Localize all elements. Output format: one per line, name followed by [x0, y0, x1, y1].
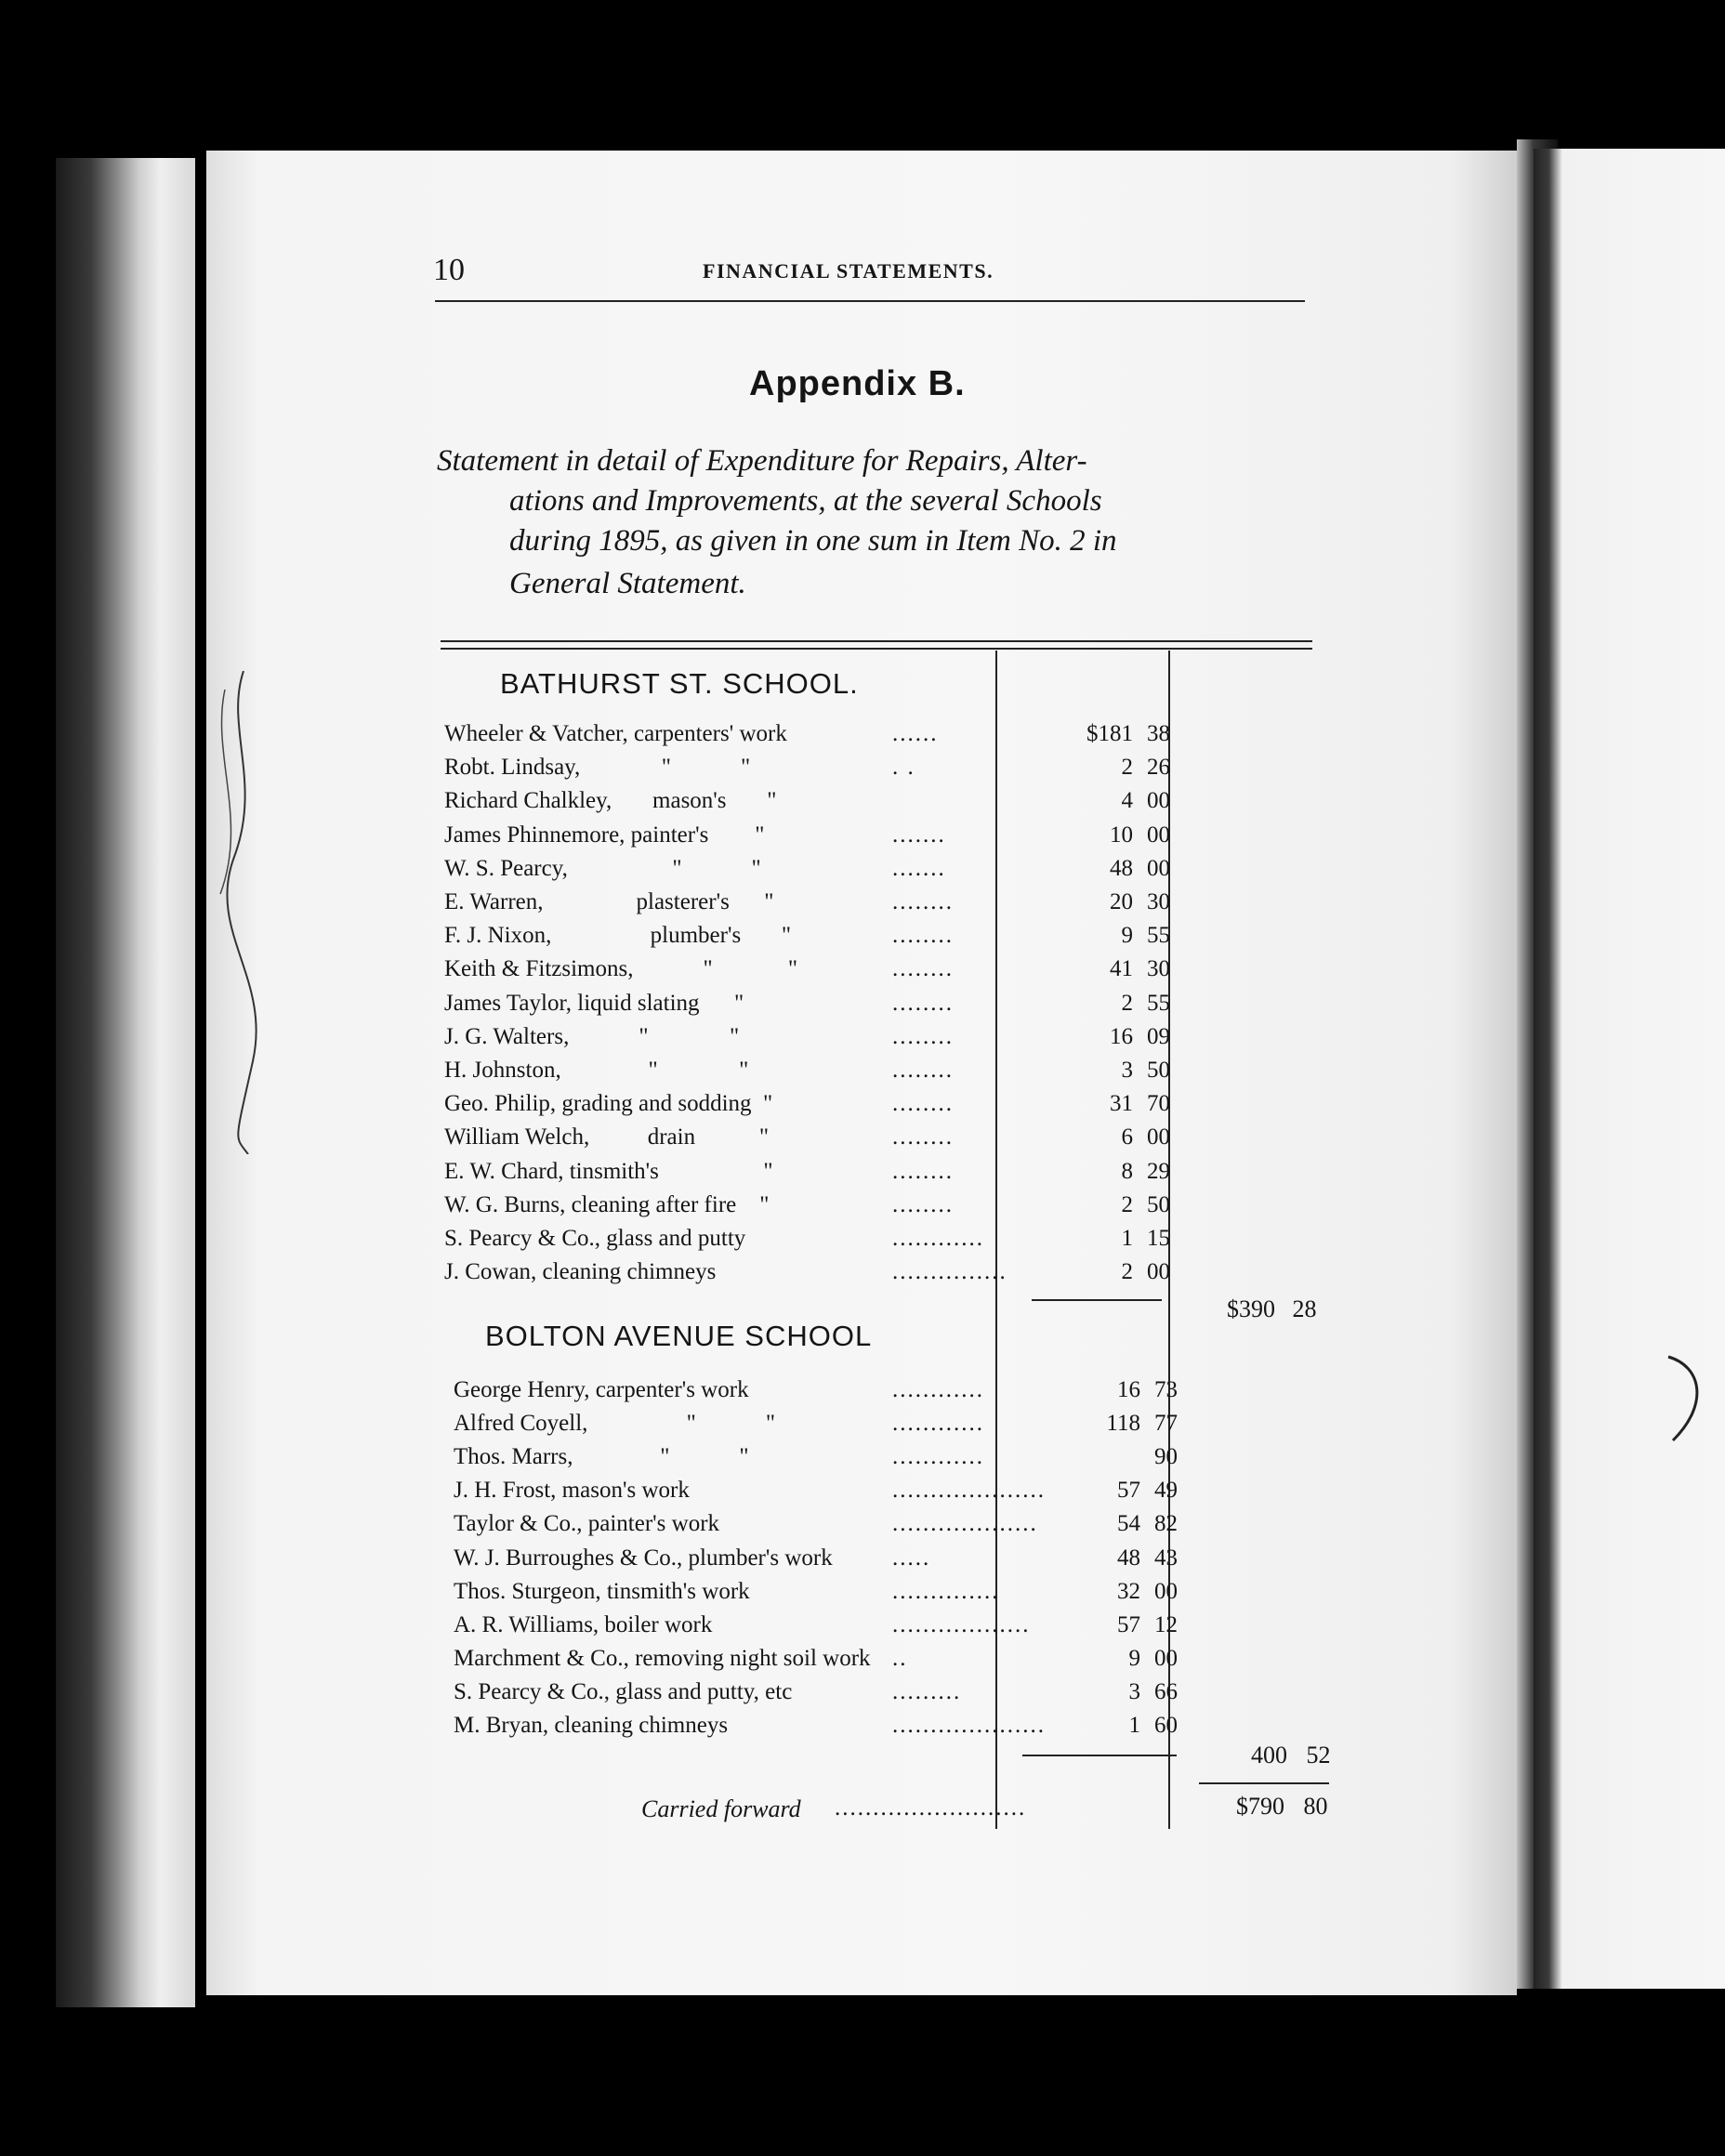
dot-leader: ....................	[892, 1478, 1046, 1504]
amount-dollars: 54	[1117, 1511, 1140, 1537]
payee-description: Robt. Lindsay, " "	[444, 755, 751, 781]
section-total	[1227, 1295, 1317, 1323]
amount-cents: 00	[1154, 1578, 1178, 1604]
amount-cents: 60	[1154, 1713, 1178, 1738]
table-row	[444, 1124, 1188, 1156]
dot-leader: .........	[892, 1678, 962, 1704]
amount-dollars: 118	[1106, 1411, 1140, 1437]
amount-cents: 49	[1154, 1478, 1178, 1504]
amount-cents: 09	[1147, 1023, 1170, 1049]
amount-cents: 70	[1147, 1091, 1170, 1117]
table-row	[454, 1679, 1197, 1711]
dot-leader: ............	[892, 1444, 984, 1470]
amount-cents: 90	[1154, 1444, 1178, 1470]
dot-leader: ........	[892, 1124, 954, 1150]
table-row	[444, 788, 1188, 820]
payee-description: Thos. Marrs, " "	[454, 1444, 749, 1470]
payee-description: W. S. Pearcy, " "	[444, 855, 761, 881]
section-heading: BATHURST ST. SCHOOL.	[500, 667, 859, 700]
appendix-title: Appendix B.	[749, 364, 966, 403]
carried-forward-label: Carried forward	[641, 1795, 801, 1822]
payee-description: S. Pearcy & Co., glass and putty	[444, 1226, 746, 1251]
amount-dollars: 57	[1117, 1611, 1140, 1637]
intro-line: during 1895, as given in one sum in Item No. 2 in	[509, 524, 1117, 558]
amount-dollars: 1	[1128, 1713, 1140, 1738]
table-row	[454, 1478, 1197, 1509]
amount-dollars: 9	[1128, 1645, 1140, 1671]
amount-dollars: 2	[1121, 990, 1133, 1016]
amount-cents: 43	[1154, 1545, 1178, 1571]
amount-dollars: 2	[1121, 755, 1133, 781]
amount-dollars: 9	[1121, 923, 1133, 949]
payee-description: Alfred Coyell, " "	[454, 1411, 776, 1437]
amount-cents: 00	[1147, 855, 1170, 881]
amount-cents: 29	[1147, 1158, 1170, 1184]
table-row	[444, 1024, 1188, 1056]
amount-cents: 30	[1147, 956, 1170, 982]
dot-leader: ........	[892, 1158, 954, 1184]
amount-dollars: 3	[1128, 1678, 1140, 1704]
amount-dollars: 2	[1121, 1191, 1133, 1217]
table-row	[444, 1192, 1188, 1224]
table-row	[444, 1058, 1188, 1089]
table-row	[444, 822, 1188, 854]
payee-description: Marchment & Co., removing night soil work	[454, 1645, 871, 1671]
amount-dollars: 57	[1117, 1478, 1140, 1504]
payee-description: S. Pearcy & Co., glass and putty, etc	[454, 1678, 793, 1704]
payee-description: H. Johnston, " "	[444, 1058, 749, 1083]
table-row	[454, 1411, 1197, 1442]
amount-cents: 66	[1154, 1678, 1178, 1704]
amount-cents: 12	[1154, 1611, 1178, 1637]
table-row	[454, 1377, 1197, 1409]
intro-line: ations and Improvements, at the several Schools	[509, 484, 1102, 518]
intro-line: Statement in detail of Expenditure for Repairs, Alter-	[437, 444, 1087, 478]
table-row	[444, 923, 1188, 954]
payee-description: E. Warren, plasterer's "	[444, 889, 774, 914]
payee-description: Keith & Fitzsimons, " "	[444, 956, 798, 982]
payee-description: M. Bryan, cleaning chimneys	[454, 1713, 729, 1738]
dot-leader: ............	[892, 1377, 984, 1402]
amount-cents: 55	[1147, 990, 1170, 1016]
payee-description: James Phinnemore, painter's "	[444, 822, 765, 848]
amount-cents: 00	[1147, 1124, 1170, 1150]
table-row	[444, 1226, 1188, 1257]
carried-forward-total	[1236, 1793, 1328, 1821]
amount-cents: 00	[1147, 788, 1170, 814]
payee-description: Richard Chalkley, mason's "	[444, 788, 777, 814]
dot-leader: ........	[892, 1023, 954, 1049]
subtotal-rule	[1022, 1755, 1177, 1756]
table-row	[444, 856, 1188, 887]
payee-description: A. R. Williams, boiler work	[454, 1611, 713, 1637]
amount-dollars: 48	[1117, 1545, 1140, 1571]
amount-cents: 00	[1147, 1259, 1170, 1285]
dot-leader: ...................	[892, 1511, 1038, 1537]
amount-dollars: 31	[1110, 1091, 1133, 1117]
dot-leader: ...............	[892, 1259, 1007, 1285]
payee-description: Taylor & Co., painter's work	[454, 1511, 720, 1537]
amount-cents: 00	[1147, 822, 1170, 848]
payee-description: W. G. Burns, cleaning after fire "	[444, 1191, 770, 1217]
table-row	[444, 956, 1188, 988]
header-rule	[435, 300, 1305, 302]
dot-leader: ........	[892, 1191, 954, 1217]
table-row	[454, 1713, 1197, 1744]
table-row	[454, 1646, 1197, 1677]
table-row	[444, 991, 1188, 1022]
payee-description: W. J. Burroughes & Co., plumber's work	[454, 1545, 833, 1571]
dot-leader: ........	[892, 889, 954, 914]
amount-dollars: $181	[1086, 721, 1133, 746]
dot-leader: ........	[892, 956, 954, 982]
amount-cents: 00	[1154, 1645, 1178, 1671]
amount-dollars: 48	[1110, 855, 1133, 881]
page-number: 10	[433, 253, 465, 287]
amount-cents: 15	[1147, 1226, 1170, 1251]
section-heading: BOLTON AVENUE SCHOOL	[485, 1320, 873, 1352]
payee-description: George Henry, carpenter's work	[454, 1377, 749, 1402]
dot-leader: ....................	[892, 1713, 1046, 1738]
dot-leader: .......	[892, 855, 946, 881]
amount-dollars: 4	[1121, 788, 1133, 814]
amount-dollars: 3	[1121, 1058, 1133, 1083]
amount-dollars: 32	[1117, 1578, 1140, 1604]
payee-description: Geo. Philip, grading and sodding "	[444, 1091, 773, 1117]
amount-dollars: 20	[1110, 889, 1133, 914]
dot-leader: ..................	[892, 1611, 1031, 1637]
dot-leader: .....	[892, 1545, 931, 1571]
dot-leader: ........	[892, 1091, 954, 1117]
total-dollars: $390	[1227, 1295, 1275, 1322]
dot-leader: . .	[892, 755, 915, 781]
table-row	[454, 1612, 1197, 1644]
pen-scribble	[206, 671, 281, 1154]
total-cents: 28	[1292, 1295, 1317, 1322]
amount-dollars: 16	[1117, 1377, 1140, 1402]
dot-leader: ............	[892, 1411, 984, 1437]
table-row	[444, 755, 1188, 786]
amount-cents: 73	[1154, 1377, 1178, 1402]
section-total	[1251, 1742, 1331, 1769]
table-row	[444, 889, 1188, 921]
payee-description: J. H. Frost, mason's work	[454, 1478, 690, 1504]
carried-forward-leader: .........................	[835, 1795, 1027, 1821]
dot-leader: ........	[892, 923, 954, 949]
subtotal-rule	[1032, 1299, 1162, 1301]
table-top-rule	[441, 648, 1312, 650]
amount-cents: 30	[1147, 889, 1170, 914]
payee-description: F. J. Nixon, plumber's "	[444, 923, 792, 949]
table-row	[444, 721, 1188, 753]
amount-cents: 38	[1147, 721, 1170, 746]
facing-page	[1534, 149, 1725, 1989]
table-row	[454, 1579, 1197, 1610]
dot-leader: ........	[892, 1058, 954, 1083]
table-row	[444, 1259, 1188, 1291]
amount-cents: 50	[1147, 1191, 1170, 1217]
total-cents: 52	[1306, 1742, 1331, 1768]
dot-leader: ............	[892, 1226, 984, 1251]
table-row	[454, 1511, 1197, 1543]
amount-dollars: 2	[1121, 1259, 1133, 1285]
intro-line: General Statement.	[509, 567, 746, 600]
table-row	[444, 1091, 1188, 1123]
dot-leader: ..	[892, 1645, 908, 1671]
total-dollars: $790	[1236, 1793, 1284, 1820]
payee-description: Wheeler & Vatcher, carpenters' work	[444, 721, 787, 746]
amount-dollars: 8	[1121, 1158, 1133, 1184]
dot-leader: ......	[892, 721, 939, 746]
payee-description: James Taylor, liquid slating "	[444, 990, 744, 1016]
dot-leader: ..............	[892, 1578, 1000, 1604]
payee-description: J. G. Walters, " "	[444, 1023, 740, 1049]
amount-dollars: 10	[1110, 822, 1133, 848]
payee-description: J. Cowan, cleaning chimneys	[444, 1259, 717, 1285]
amount-cents: 26	[1147, 755, 1170, 781]
amount-dollars: 1	[1121, 1226, 1133, 1251]
pen-bracket-mark	[1664, 1348, 1710, 1450]
amount-dollars: 41	[1110, 956, 1133, 982]
table-row	[454, 1444, 1197, 1476]
table-row	[454, 1545, 1197, 1577]
total-dollars: 400	[1251, 1742, 1287, 1768]
payee-description: William Welch, drain "	[444, 1124, 770, 1150]
total-rule	[1199, 1782, 1329, 1784]
dot-leader: .......	[892, 822, 946, 848]
payee-description: E. W. Chard, tinsmith's "	[444, 1158, 773, 1184]
amount-cents: 50	[1147, 1058, 1170, 1083]
amount-cents: 55	[1147, 923, 1170, 949]
book-page-edges	[56, 158, 195, 2007]
table-top-rule	[441, 640, 1312, 642]
payee-description: Thos. Sturgeon, tinsmith's work	[454, 1578, 750, 1604]
total-cents: 80	[1303, 1793, 1328, 1820]
amount-cents: 77	[1154, 1411, 1178, 1437]
amount-dollars: 16	[1110, 1023, 1133, 1049]
dot-leader: ........	[892, 990, 954, 1016]
amount-dollars: 6	[1121, 1124, 1133, 1150]
amount-cents: 82	[1154, 1511, 1178, 1537]
running-title: FINANCIAL STATEMENTS.	[703, 259, 994, 283]
table-row	[444, 1159, 1188, 1190]
